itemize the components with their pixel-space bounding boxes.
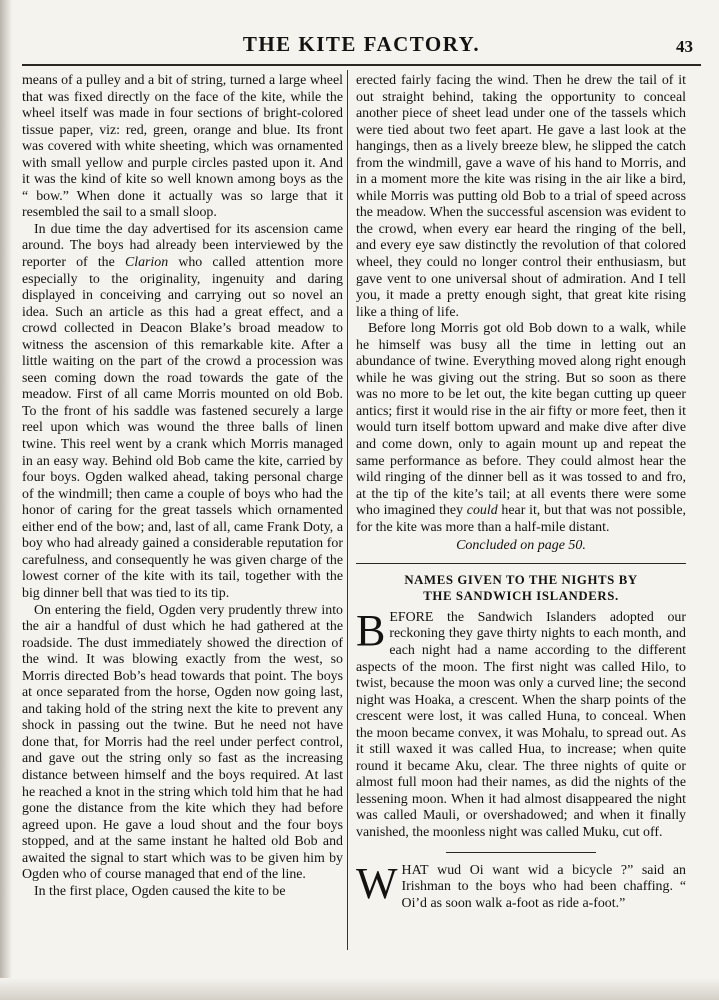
lead-word: EFORE bbox=[389, 609, 434, 625]
right-column bbox=[356, 73, 686, 912]
paragraph: erected fairly facing the wind. Then he drew the tail of it out straight behind, taking the opportunity to conceal another piece of sheet lead under one of the tassels which were tied about two feet apart. He gave a last look at the hangings, then as a lively breeze blew, he slipped the catch from the windmill, gave a wave of his hand to Morris, and in a moment more the kite was rising in the air like a bird, while Morris was putting old Bob to a trial of speed across the meadow. When the successful ascension was evident to the crowd, when every ear heard the ringing of the bell, and every eye saw distinctly the revolution of that colored wheel, they could no longer control their enthusiasm, but gave vent to one universal shout of admiration. And I tell you, it made a pretty enough sight, that great kite rising like a thing of life. bbox=[356, 73, 686, 320]
drop-cap: W bbox=[356, 858, 398, 908]
anecdote-text: wud Oi want wid a bicycle ?” said an Irishman to the boys who had been chaffing. “ Oi’d as soon walk a-foot as ride a-foot.” bbox=[401, 862, 686, 911]
lead-word: HAT bbox=[401, 862, 429, 878]
paragraph: In due time the day advertised for its ascension came around. The boys had already been interviewed by the reporter of the Clarion who called attention more especially to the originality, ingenuity and daring displayed in conceiving and carrying out so novel an idea. Such an article as this had a great effect, and a crowd collected in Deacon Blake’s broad meadow to witness the ascension of this remarkable kite. After a little waiting on the part of the crowd a procession was seen coming down the road towards the gate of the meadow. First of all came Morris mounted on old Bob. To the front of his saddle was fastened securely a large reel upon which was wound the three balls of linen twine. This reel went by a crank which Morris managed in an easy way. Behind old Bob came the kite, carried by four boys. Ogden walked ahead, taking personal charge of the windmill; then came a couple of boys who had the honor of caring for the great tassels which ornamented either end of the bow; and, last of all, came Frank Doty, a boy who had already gained a considerable reputation for carefulness, and consequently he was given charge of the lowest corner of the kite with its tail, together with the big dinner bell that was tied to its tip. bbox=[22, 221, 344, 601]
section-rule bbox=[356, 563, 686, 564]
column-divider bbox=[347, 70, 348, 950]
anecdote bbox=[356, 858, 686, 913]
newspaper-name: Clarion bbox=[124, 255, 169, 271]
article-headline: NAMES GIVEN TO THE NIGHTS BY THE SANDWICH ISLANDERS. bbox=[404, 572, 638, 603]
running-header bbox=[22, 28, 701, 66]
page-number: 43 bbox=[676, 37, 693, 56]
paragraph: means of a pulley and a bit of string, turned a large wheel that was fixed directly on the face of the kite, while the wheel itself was made in four sections of bright-colored tissue paper, viz: red, green, orange and blue. Its front was covered with white sheeting, which was ornamented with small yellow and purple circles pasted upon it. And it was the kind of kite so well known among boys as the “ bow.” When done it actually was so large that it resembled the sail to a small sloop. bbox=[22, 73, 343, 221]
drop-cap: B bbox=[356, 605, 386, 655]
left-column bbox=[22, 73, 343, 900]
page-title: THE KITE FACTORY. bbox=[242, 32, 481, 56]
paragraph: In the first place, Ogden caused the kite to be bbox=[34, 883, 286, 899]
section-rule bbox=[446, 852, 596, 853]
article-body bbox=[356, 605, 686, 842]
paragraph: On entering the field, Ogden very prudently threw into the air a handful of dust which he had gathered at the roadside. The dust immediately showed the direction of the wind. It was blowing exactly from the west, so Morris directed Bob’s head towards that point. The boys at once separated from the horse, Ogden now going last, and taking hold of the string next the kite to prevent any shock in passing out the twine. But he need not have done that, for Morris had the reel under perfect control, and gave out the string only so fast as the increasing distance between himself and the boys required. At last he reached a knot in the string which told him that he had gone the distance from the kite which they had before agreed upon. He gave a loud shout and the four boys stopped, and at the same instant he halted old Bob and awaited the signal to start which was to be given him by Ogden who of course managed that end of the line. bbox=[22, 602, 343, 883]
continuation-note: Concluded on page 50. bbox=[456, 538, 586, 554]
paragraph: Before long Morris got old Bob down to a walk, while he himself was busy all the time in letting out an abundance of twine. Everything moved along right enough while he was giving out the string. But so soon as there was no more to be let out, the kite began cutting up queer antics; first it would rise in the air fifty or more feet, then it would turn itself bottom upward and make dive after dive and come down, only to again mount up and repeat the same performance as before. They could almost hear the wild ringing of the dinner bell as it was tossed to and fro, at the tip of the kite’s tail; at all events there were some who imagined they could hear it, but that was not possible, for the kite was more than a half-mile distant. bbox=[356, 321, 686, 535]
article-text: the Sandwich Islanders adopted our reckoning they gave thirty nights to each month, and each night had a name according to the different aspects of the moon. The first night was called Hilo, to twist, because the moon was only a curved line; the second night was Hoaka, a crescent. When the sharp points of the crescent were lost, it was called Huna, to conceal. When the moon became convex, it was Mohalu, to spread out. As it still waxed it was called Hua, to increase; when quite round it became Aku, clear. The three nights of quite or almost full moon had their names, as did the nights of the lessening moon. When it had almost disappeared the night was called Mauli, or overshadowed; and when it finally vanished, the moonless night was called Muku, cut off. bbox=[356, 609, 686, 840]
